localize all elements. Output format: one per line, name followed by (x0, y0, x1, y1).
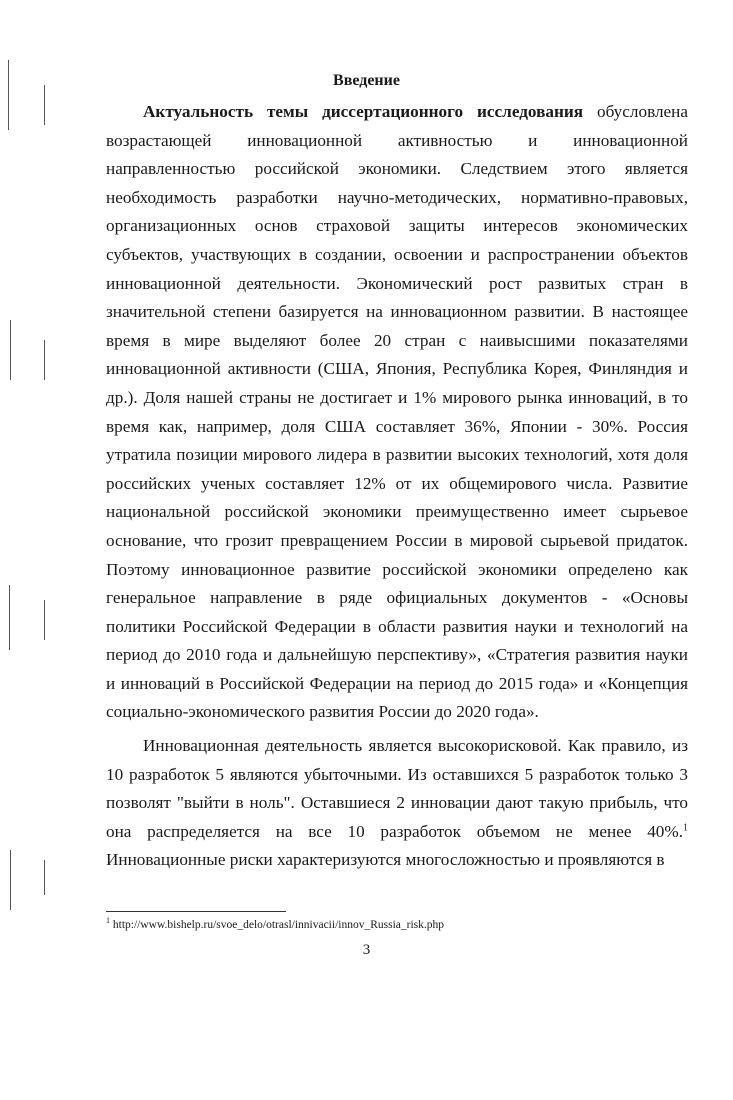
scan-mark (44, 860, 45, 895)
scan-mark (8, 60, 9, 130)
footnote-reference[interactable]: 1 (683, 822, 688, 834)
scan-mark (9, 585, 10, 650)
scan-mark (44, 340, 45, 380)
scan-mark (44, 600, 45, 640)
footnote-mark: 1 (106, 916, 110, 926)
paragraph-1-text: обусловлена возрастающей инновационной активностью и инновационной направленностью российской экономики. Следствием этого является необходимость разработки научно-методических, нормативно-правовых, организационных основ страховой защиты интересов экономических субъектов, участвующих в создании, освоении и распространении объектов инновационной деятельности. Экономический рост развитых стран в значительной степени базируется на инновационном развитии. В настоящее время в мире выделяют более 20 стран с наивысшими показателями инновационной активности (США, Япония, Республика Корея, Финляндия и др.). Доля нашей страны не достигает и 1% мирового рынка инноваций, в то время как, например, доля США составляет 36%, Японии - 30%. Россия утратила позиции мирового лидера в развитии высоких технологий, хотя доля российских ученых составляет 12% от их общемирового числа. Развитие национальной российской экономики преимущественно имеет сырьевое основание, что грозит превращением России в мировой сырьевой придаток. Поэтому инновационное развитие российской экономики определено как генеральное направление в ряде официальных документов - «Основы политики Российской Федерации в области развития науки и технологий на период до 2010 года и дальнейшую перспективу», «Стратегия развития науки и инноваций в Российской Федерации на период до 2015 года» и «Концепция социально-экономического развития России до 2020 года». (106, 102, 688, 722)
paragraph-2-text: Инновационная деятельность является высокорисковой. Как правило, из 10 разработок 5 являются убыточными. Из оставшихся 5 разработок только 3 позволят "выйти в ноль". Оставшиеся 2 инновации дают такую прибыль, что она распределяется на все 10 разработок объемом не менее 40%. (106, 736, 688, 841)
footnote-link[interactable]: http://www.bishelp.ru/svoe_delo/otrasl/innivacii/innov_Russia_risk.php (110, 919, 445, 931)
section-heading: Введение (333, 72, 400, 89)
footnote (106, 918, 686, 932)
paragraph-2 (106, 732, 688, 875)
paragraph-1 (106, 98, 688, 727)
scan-mark (10, 320, 11, 380)
scan-mark (44, 85, 45, 125)
body-text (106, 98, 688, 875)
footnote-divider (106, 911, 286, 912)
paragraph-lead: Актуальность темы диссертационного исследования (143, 102, 584, 121)
page-number: 3 (362, 942, 371, 958)
paragraph-2-text-after: Инновационные риски характеризуются многосложностью и проявляются в (106, 850, 665, 870)
scan-mark (10, 850, 11, 910)
